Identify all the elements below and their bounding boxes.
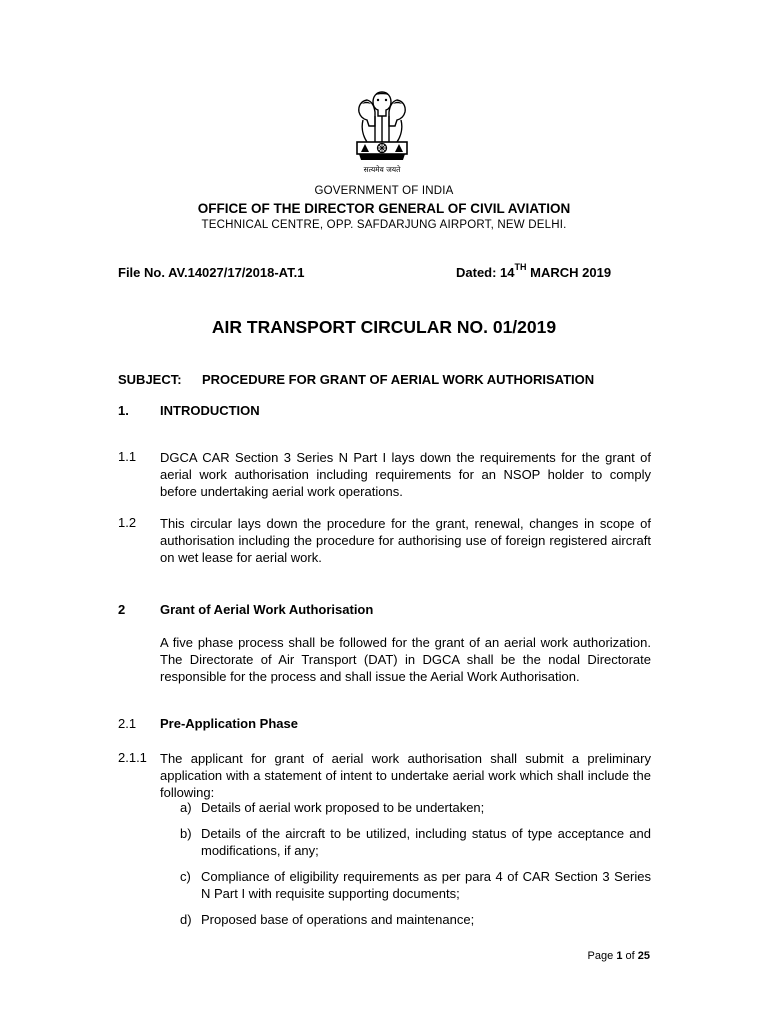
para-2-1-1-number: 2.1.1 (118, 750, 147, 765)
para-1-2-number: 1.2 (118, 515, 137, 530)
date-ordinal: TH (514, 262, 527, 272)
list-item (180, 799, 651, 816)
national-emblem-logo (345, 86, 419, 186)
emblem-motto: सत्यमेव जयते (363, 165, 401, 174)
page-footer (588, 950, 650, 962)
list-item-label: b) (180, 826, 192, 841)
file-number: File No. AV.14027/17/2018-AT.1 (118, 265, 305, 280)
of-word: of (625, 950, 635, 962)
para-1-1-number: 1.1 (118, 449, 137, 464)
page-word: Page (587, 950, 614, 962)
section-1-number: 1. (118, 403, 129, 418)
para-2-1-1-text: The applicant for grant of aerial work authorisation shall submit a preliminary application with a statement of intent to undertake aerial work which shall include the following: (160, 751, 651, 800)
list-item-label: c) (180, 869, 191, 884)
list-item-text: Compliance of eligibility requirements as per para 4 of CAR Section 3 Series N Part I with requisite supporting documents; (201, 869, 651, 901)
date-suffix: MARCH 2019 (526, 265, 612, 280)
section-2-heading: Grant of Aerial Work Authorisation (160, 602, 374, 617)
office-address: TECHNICAL CENTRE, OPP. SAFDARJUNG AIRPORT, NEW DELHI. (201, 219, 567, 231)
list-item-label: a) (180, 800, 192, 815)
requirements-list (180, 799, 651, 928)
office-name: OFFICE OF THE DIRECTOR GENERAL OF CIVIL AVIATION (197, 201, 571, 216)
section-2-number: 2 (118, 602, 126, 617)
list-item (180, 911, 651, 928)
date-prefix: Dated: 14 (456, 265, 515, 280)
para-1-1-text: DGCA CAR Section 3 Series N Part I lays down the requirements for the grant of aerial work authorisation including requirements for an NSOP holder to comply before undertaking aerial work operations. (160, 450, 651, 499)
date-line (456, 262, 612, 280)
list-item-text: Details of aerial work proposed to be undertaken; (201, 800, 485, 815)
page-number: 1 (616, 950, 623, 962)
list-item-text: Details of the aircraft to be utilized, including status of type acceptance and modifications, if any; (201, 826, 651, 858)
subject-text: PROCEDURE FOR GRANT OF AERIAL WORK AUTHORISATION (202, 372, 595, 387)
subsection-2-1-heading: Pre-Application Phase (160, 716, 298, 731)
subject-label: SUBJECT: (118, 372, 182, 387)
list-item-text: Proposed base of operations and maintenance; (201, 912, 475, 927)
para-1-2-text: This circular lays down the procedure for the grant, renewal, changes in scope of authorisation including the procedure for authorising use of foreign registered aircraft on wet lease for aerial work. (160, 516, 651, 565)
circular-title: AIR TRANSPORT CIRCULAR NO. 01/2019 (211, 317, 557, 337)
subject-line (118, 372, 594, 387)
list-item-label: d) (180, 912, 192, 927)
government-line: GOVERNMENT OF INDIA (314, 185, 454, 197)
list-item (180, 868, 651, 902)
section-2-intro: A five phase process shall be followed for the grant of an aerial work authorization. The Directorate of Air Transport (DAT) in DGCA shall be the nodal Directorate responsible for the process and shall issue the Aerial Work Authorisation. (160, 635, 651, 684)
subsection-2-1-number: 2.1 (118, 716, 137, 731)
page-total: 25 (637, 950, 650, 962)
section-1-heading: INTRODUCTION (160, 403, 260, 418)
list-item (180, 825, 651, 859)
